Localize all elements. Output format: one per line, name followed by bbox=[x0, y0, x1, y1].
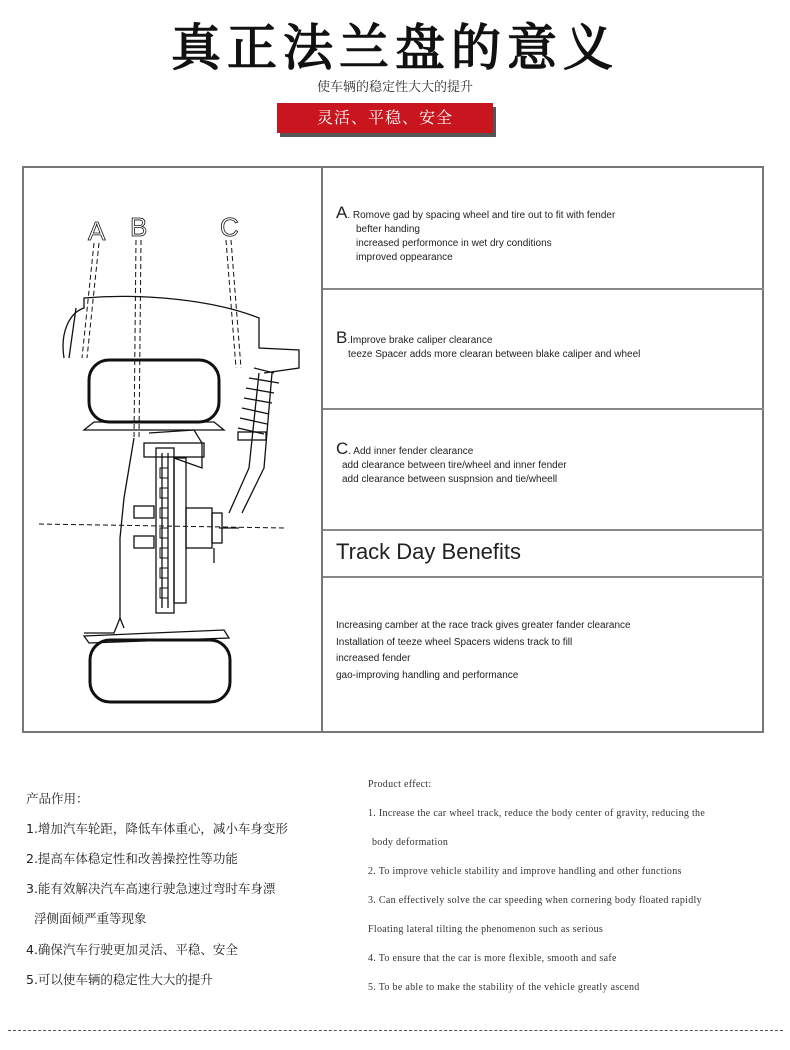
product-en-item: Floating lateral tilting the phenomenon such as serious bbox=[368, 924, 604, 935]
section-divider bbox=[323, 576, 764, 578]
section-a-line: improved oppearance bbox=[356, 252, 453, 263]
section-a-letter: A bbox=[336, 203, 348, 222]
section-b-line: teeze Spacer adds more clearan between blake caliper and wheel bbox=[348, 349, 641, 360]
track-day-benefits bbox=[336, 618, 631, 684]
track-day-heading: Track Day Benefits bbox=[336, 539, 522, 564]
product-en-item: 2. To improve vehicle stability and improve handling and other functions bbox=[368, 866, 682, 877]
wheel-spacer-diagram bbox=[24, 168, 321, 731]
page-subtitle: 使车辆的稳定性大大的提升 bbox=[316, 80, 473, 95]
product-cn-item: 4.确保汽车行驶更加灵活、平稳、安全 bbox=[26, 942, 238, 957]
section-c-letter: C bbox=[336, 439, 349, 458]
product-cn-item: 浮侧面倾严重等现象 bbox=[34, 911, 147, 926]
section-a-line: increased performonce in wet dry conditions bbox=[356, 238, 552, 249]
section-b-line: .Improve brake caliper clearance bbox=[347, 335, 493, 346]
section-divider bbox=[323, 529, 764, 531]
diagram-label-c: C bbox=[220, 212, 239, 242]
section-divider bbox=[323, 408, 764, 410]
product-en-item: 5. To be able to make the stability of the vehicle greatly ascend bbox=[368, 982, 640, 993]
product-en-item: body deformation bbox=[372, 837, 449, 848]
product-en-heading: Product effect: bbox=[368, 779, 432, 790]
product-cn-item: 1.增加汽车轮距，降低车体重心，减小车身变形 bbox=[26, 821, 288, 836]
product-cn-heading: 产品作用： bbox=[26, 791, 89, 806]
product-en-item: 1. Increase the car wheel track, reduce the body center of gravity, reducing the bbox=[368, 808, 706, 819]
feature-badge: 灵活、平稳、安全 bbox=[277, 103, 493, 133]
product-en-item: 3. Can effectively solve the car speeding when cornering body floated rapidly bbox=[368, 895, 702, 906]
section-a bbox=[336, 203, 616, 265]
section-b bbox=[336, 328, 641, 362]
track-line: gao-improving handling and performance bbox=[336, 669, 519, 681]
section-a-line: . Romove gad by spacing wheel and tire out to fit with fender bbox=[347, 210, 616, 221]
section-c bbox=[336, 439, 567, 487]
section-c-line: add clearance between suspnsion and tie/wheell bbox=[342, 474, 558, 485]
section-c-line: add clearance between tire/wheel and inner fender bbox=[342, 460, 567, 471]
diagram-label-b: B bbox=[130, 212, 148, 242]
track-line: increased fender bbox=[336, 653, 411, 664]
product-cn-item: 2.提高车体稳定性和改善操控性等功能 bbox=[26, 851, 238, 866]
diagram-label-a: A bbox=[88, 216, 106, 246]
diagram-panel bbox=[22, 166, 764, 733]
section-divider bbox=[323, 288, 764, 290]
section-a-line: befter handing bbox=[356, 224, 420, 235]
product-cn-item: 5.可以使车辆的稳定性大大的提升 bbox=[26, 972, 213, 987]
section-c-line: . Add inner fender clearance bbox=[348, 446, 474, 457]
page-title: 真正法兰盘的意义 bbox=[171, 19, 619, 77]
panel-divider bbox=[321, 168, 323, 731]
product-cn-item: 3.能有效解决汽车高速行驶急速过弯时车身漂 bbox=[26, 881, 276, 896]
track-line: Increasing camber at the race track gives greater fander clearance bbox=[336, 620, 631, 631]
track-line: Installation of teeze wheel Spacers widens track to fill bbox=[336, 636, 573, 648]
product-en-item: 4. To ensure that the car is more flexible, smooth and safe bbox=[368, 953, 617, 964]
section-b-letter: B bbox=[336, 328, 348, 347]
footer-dashed-divider bbox=[8, 1030, 783, 1031]
